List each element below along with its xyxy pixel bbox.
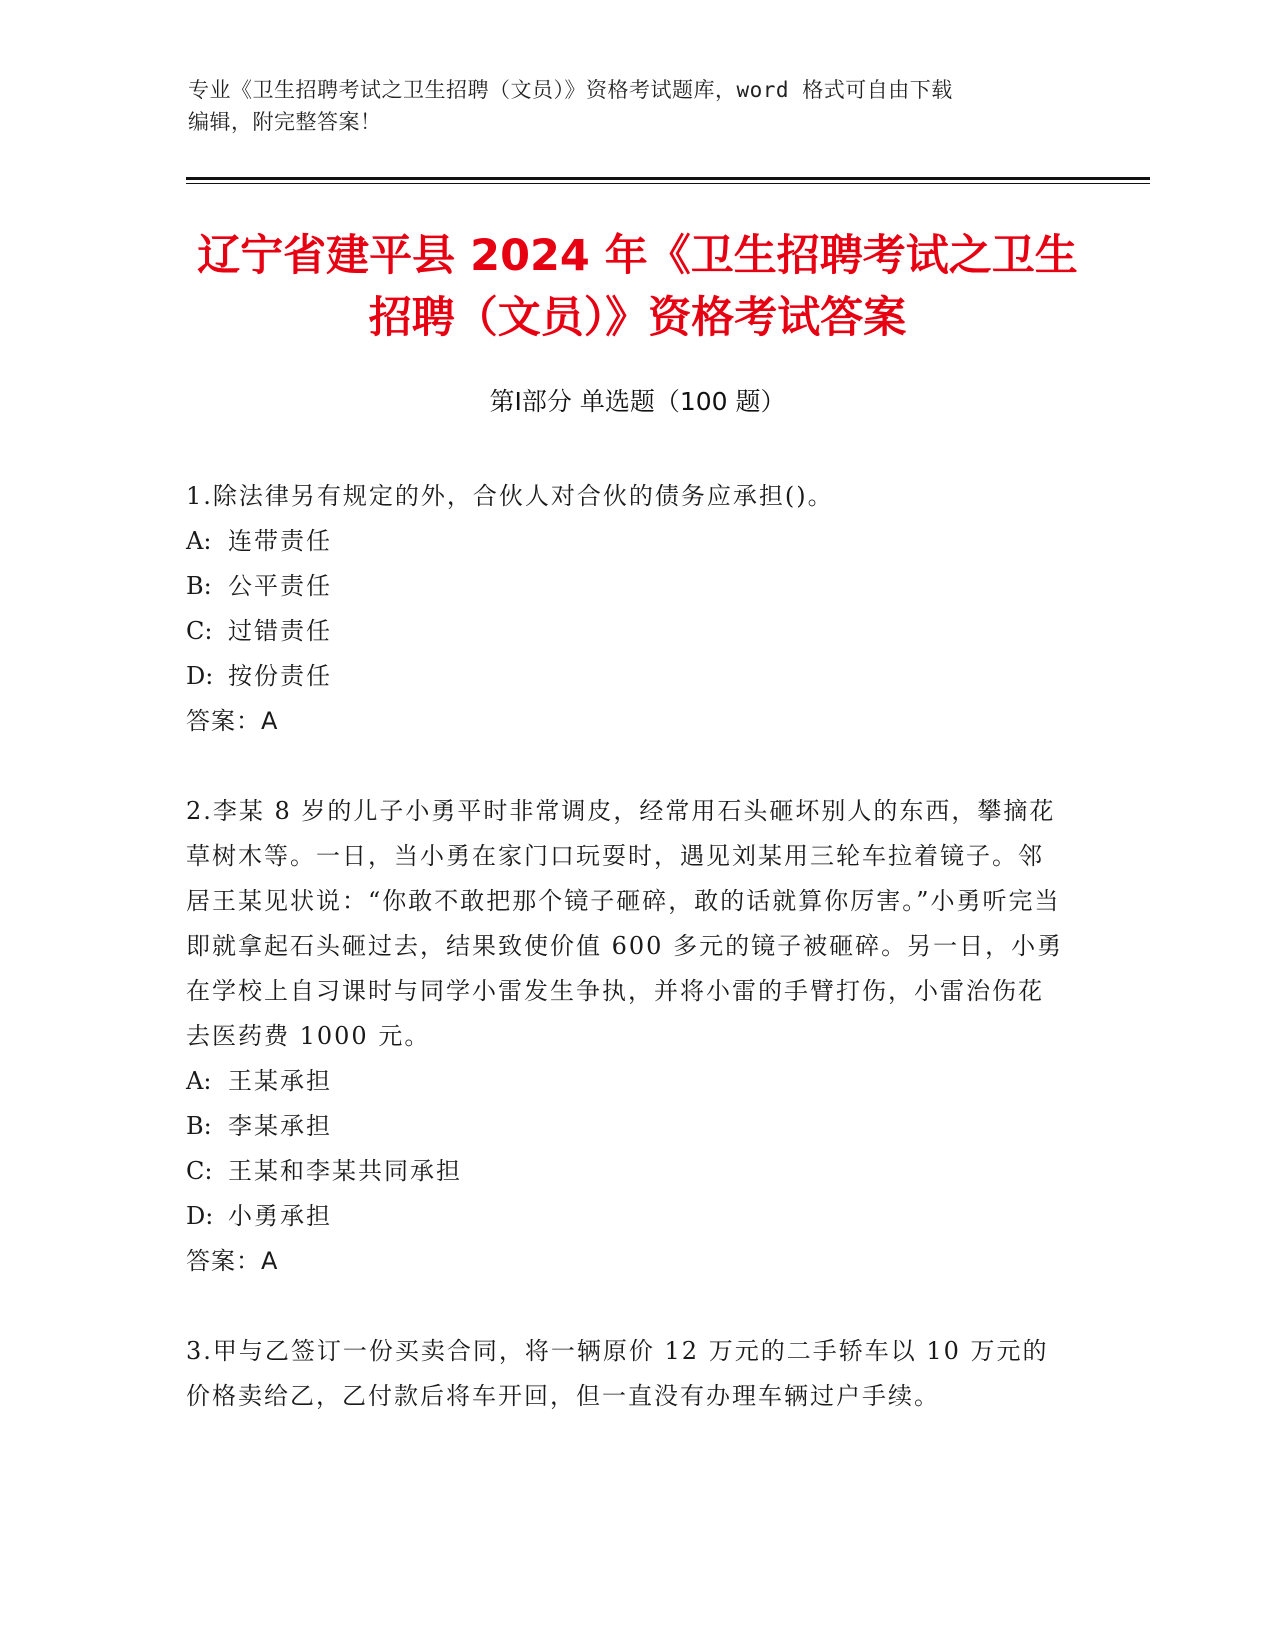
option-key: D: (186, 1202, 214, 1230)
option-key: C: (186, 1157, 213, 1185)
question-1-text: 1.除法律另有规定的外，合伙人对合伙的债务应承担()。 (186, 482, 834, 510)
option-text: 按份责任 (228, 662, 332, 690)
option-text: 李某承担 (228, 1112, 332, 1140)
question-1-answer: 答案：A (186, 707, 279, 735)
question-2-answer: 答案：A (186, 1247, 279, 1275)
option-text: 过错责任 (228, 617, 332, 645)
question-spacer (186, 744, 1066, 789)
option-key: B: (186, 572, 212, 600)
question-1-option-b (186, 564, 1066, 609)
section-title: 第Ⅰ部分 单选题（100 题） (489, 387, 786, 416)
question-2-option-d (186, 1194, 1066, 1239)
question-2-option-b (186, 1104, 1066, 1149)
option-key: B: (186, 1112, 212, 1140)
header-note-line-1: 专业《卫生招聘考试之卫生招聘（文员）》资格考试题库，word 格式可自由下载 (188, 78, 953, 102)
header-divider-thick (186, 177, 1150, 180)
option-key: A: (186, 527, 212, 555)
header-note (188, 74, 1088, 138)
option-text: 王某承担 (228, 1067, 332, 1095)
option-text: 小勇承担 (228, 1202, 332, 1230)
header-note-line-2: 编辑，附完整答案！ (188, 110, 382, 134)
option-key: A: (186, 1067, 212, 1095)
question-3-text: 3.甲与乙签订一份买卖合同，将一辆原价 12 万元的二手轿车以 10 万元的价格卖给乙，乙付款后将车开回，但一直没有办理车辆过户手续。 (186, 1337, 1049, 1410)
option-key: D: (186, 662, 214, 690)
header-divider-thin (186, 183, 1150, 184)
document-title (160, 225, 1115, 349)
option-text: 公平责任 (228, 572, 332, 600)
question-1-option-a (186, 519, 1066, 564)
question-1 (186, 474, 1066, 744)
question-2-option-a (186, 1059, 1066, 1104)
question-1-option-d (186, 654, 1066, 699)
option-text: 连带责任 (228, 527, 332, 555)
question-2-text: 2.李某 8 岁的儿子小勇平时非常调皮，经常用石头砸坏别人的东西，攀摘花草树木等。一日，当小勇在家门口玩耍时，遇见刘某用三轮车拉着镜子。邻居王某见状说：“你敢不敢把那个镜子砸碎，敢的话就算你厉害。”小勇听完当即就拿起石头砸过去，结果致使价值 600 多元的镜子被砸碎。另一日，小勇在学校上自习课时与同学小雷发生争执，并将小雷的手臂打伤，小雷治伤花去医药费 1000 元。 (186, 797, 1064, 1050)
question-3 (186, 1329, 1066, 1419)
question-1-option-c (186, 609, 1066, 654)
document-title-line-2: 招聘（文员）》资格考试答案 (368, 293, 907, 343)
question-spacer (186, 1284, 1066, 1329)
question-2-option-c (186, 1149, 1066, 1194)
question-list (186, 474, 1066, 1419)
option-key: C: (186, 617, 213, 645)
document-title-line-1: 辽宁省建平县 2024 年《卫生招聘考试之卫生 (197, 231, 1078, 281)
option-text: 王某和李某共同承担 (228, 1157, 462, 1185)
question-2 (186, 789, 1066, 1284)
